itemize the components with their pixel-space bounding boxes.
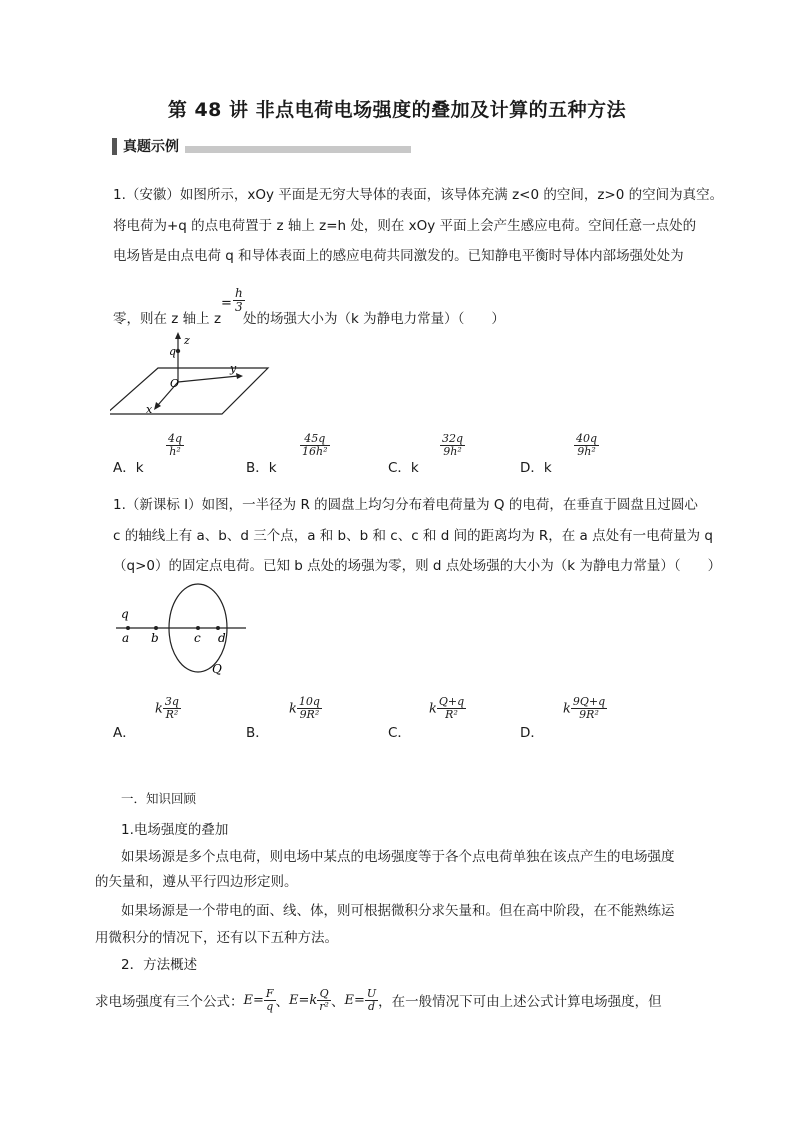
- review-p2-line-1: 如果场源是一个带电的面、线、体，则可根据微积分求矢量和。但在高中阶段，在不能熟练运: [121, 903, 675, 919]
- formula-1-lhs: E=: [243, 992, 264, 1008]
- q1-line4-pre: 零，则在 z 轴上 z: [113, 311, 222, 327]
- q2-figure-charged-disk: [110, 580, 260, 680]
- label-q: q: [169, 345, 177, 358]
- point-b: [154, 626, 158, 630]
- q2-opt-d-k: k: [563, 701, 571, 717]
- label-origin: O: [170, 377, 180, 390]
- q2-option-b-letter: B．: [246, 725, 269, 741]
- q2-opt-b-den: 9R²: [299, 707, 320, 721]
- q1-fraction-num: h: [235, 286, 243, 300]
- label-x: x: [146, 403, 153, 416]
- point-charge-q: [176, 349, 180, 353]
- q1-line4-post: 处的场强大小为（k 为静电力常量）（ ）: [243, 311, 505, 327]
- label-y: y: [230, 362, 237, 375]
- review-subheading-2: 2．方法概述: [121, 957, 198, 973]
- review-p1-line-1: 如果场源是多个点电荷，则电场中某点的电场强度等于各个点电荷单独在该点产生的电场强度: [121, 849, 675, 865]
- review-formula-line: [95, 988, 662, 1012]
- label-a: a: [122, 631, 130, 645]
- q1-option-d-letter: D．k: [520, 460, 552, 476]
- q1-opt-c-num: 32q: [442, 432, 464, 445]
- q2-opt-a-k: k: [155, 701, 163, 717]
- formula-2-den: r²: [319, 999, 329, 1013]
- formula-2-num: Q: [317, 988, 331, 1001]
- q1-option-c-letter: C．k: [388, 460, 419, 476]
- q2-opt-b-num: 10q: [298, 695, 320, 708]
- formula-1-num: F: [265, 987, 274, 1000]
- q2-option-a-letter: A．: [113, 725, 136, 741]
- xoy-plane: [110, 368, 268, 414]
- review-heading: 一．知识回顾: [121, 791, 197, 806]
- review-p1-line-2: 的矢量和，遵从平行四边形定则。: [95, 874, 298, 890]
- label-d: d: [218, 631, 226, 645]
- q2-option-c-letter: C．: [388, 725, 411, 741]
- formula-sep-2: 、: [330, 994, 345, 1011]
- q2-option-a-formula: [155, 696, 181, 720]
- q1-option-a-letter: A．k: [113, 460, 144, 476]
- review-p2-line-2: 用微积分的情况下，还有以下五种方法。: [95, 930, 338, 946]
- formula-2-lhs: E=k: [289, 992, 318, 1008]
- q1-opt-a-den: h²: [169, 444, 181, 458]
- q1-opt-b-num: 45q: [300, 433, 330, 446]
- formula-3-num: U: [366, 987, 377, 1000]
- label-Q: Q: [212, 662, 222, 676]
- q2-opt-a-den: R²: [165, 707, 179, 721]
- q2-line-1: 1.（新课标 I）如图，一半径为 R 的圆盘上均匀分布着电荷量为 Q 的电荷，在垂直于圆盘且过圆心: [113, 497, 698, 513]
- q1-opt-d-den: 9h²: [577, 444, 596, 458]
- q1-figure-conductor-plane: [110, 330, 280, 425]
- q1-option-c-fraction: [440, 433, 465, 457]
- label-b: b: [151, 631, 159, 645]
- q2-opt-d-num: 9Q+q: [572, 695, 606, 708]
- q2-line-2: c 的轴线上有 a、b、d 三个点，a 和 b、b 和 c、c 和 d 间的距离均为 R，在 a 点处有一电荷量为 q: [113, 528, 713, 544]
- label-c: c: [194, 631, 201, 645]
- point-d: [216, 626, 220, 630]
- q2-line-3: （q>0）的固定点电荷。已知 b 点处的场强为零，则 d 点处场强的大小为（k 为静电力常量）（ ）: [113, 558, 722, 574]
- q2-opt-d-den: 9R²: [579, 707, 599, 721]
- q1-option-d-fraction: [574, 433, 599, 457]
- q2-option-b-formula: [289, 696, 322, 720]
- q2-opt-c-k: k: [429, 701, 437, 717]
- formula-3-lhs: E=: [344, 992, 365, 1008]
- z-arrow: [175, 332, 181, 339]
- q2-opt-c-den: R²: [445, 707, 458, 721]
- point-c: [196, 626, 200, 630]
- q1-option-b-fraction: [300, 433, 330, 457]
- section-label: 真题示例: [123, 139, 179, 155]
- point-a: [126, 626, 130, 630]
- y-axis: [178, 376, 238, 382]
- formula-intro: 求电场强度有三个公式：: [95, 994, 244, 1011]
- label-z: z: [184, 334, 190, 347]
- q2-option-d-letter: D．: [520, 725, 544, 741]
- section-marker: [112, 138, 117, 155]
- page-title: 第 48 讲 非点电荷电场强度的叠加及计算的五种方法: [167, 99, 627, 121]
- q1-opt-c-den: 9h²: [443, 444, 462, 458]
- q1-opt-d-num: 40q: [576, 432, 598, 445]
- q2-opt-c-num: Q+q: [438, 695, 465, 708]
- y-arrow: [236, 373, 243, 379]
- q1-option-a-fraction: [166, 433, 184, 457]
- q1-line-4: [113, 307, 221, 327]
- formula-1-den: q: [266, 999, 274, 1013]
- formula-3-den: d: [367, 999, 376, 1013]
- q1-fraction-den: 3: [235, 299, 243, 314]
- q2-option-c-formula: [429, 696, 466, 720]
- q1-opt-a-num: 4q: [168, 432, 183, 445]
- q1-line-1: 1.（安徽）如图所示，xOy 平面是无穷大导体的表面，该导体充满 z<0 的空间，z>0 的空间为真空。: [113, 187, 724, 203]
- formula-outro: ，在一般情况下可由上述公式计算电场强度，但: [378, 994, 662, 1011]
- q1-line-3: 电场皆是由点电荷 q 和导体表面上的感应电荷共同激发的。已知静电平衡时导体内部场强处处为: [113, 248, 684, 264]
- review-subheading-1: 1.电场强度的叠加: [121, 822, 229, 838]
- q1-equals-sign: =: [221, 296, 232, 311]
- q2-opt-a-num: 3q: [164, 695, 179, 708]
- q1-opt-b-den: 16h²: [302, 444, 328, 458]
- label-q: q: [121, 607, 129, 621]
- q2-option-d-formula: [563, 696, 607, 720]
- q1-option-b-letter: B．k: [246, 460, 277, 476]
- q2-opt-b-k: k: [289, 701, 297, 717]
- formula-sep-1: 、: [275, 994, 290, 1011]
- q1-line-2: 将电荷为+q 的点电荷置于 z 轴上 z=h 处，则在 xOy 平面上会产生感应电荷。空间任意一点处的: [113, 218, 697, 234]
- section-divider: [185, 146, 411, 153]
